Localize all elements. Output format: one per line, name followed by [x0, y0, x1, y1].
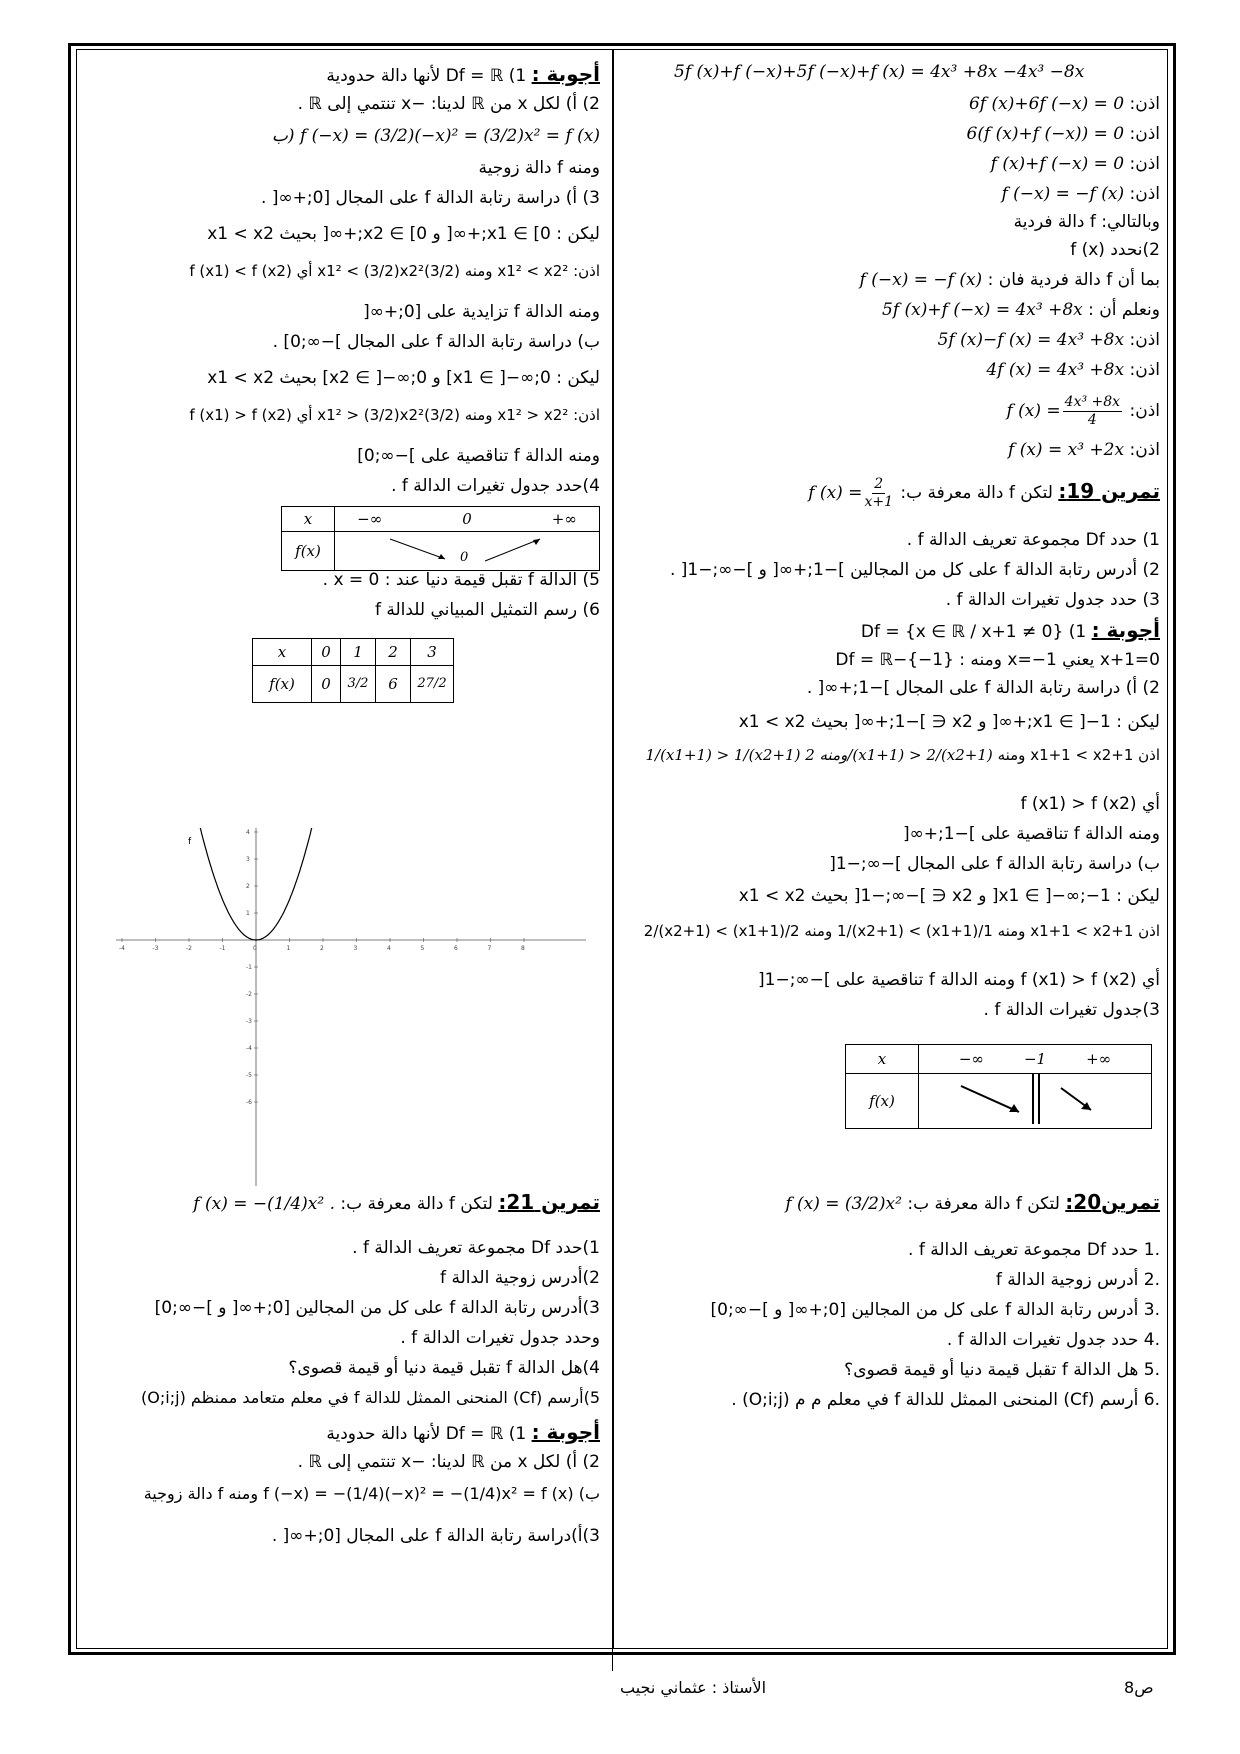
question-line: .1 حدد Df مجموعة تعريف الدالة f .: [908, 1240, 1160, 1260]
text-line: 3)جدول تغيرات الدالة f .: [983, 1000, 1160, 1020]
text-line: وبالتالي: f دالة فردية: [1013, 212, 1160, 232]
text-line: ومنه الدالة f تزايدية على [0;+∞[: [363, 302, 600, 322]
column-divider: [612, 49, 614, 1649]
equation-line: بما أن f دالة فردية فان : f (−x) = −f (x): [859, 270, 1160, 290]
question-line: .5 هل الدالة f تقبل قيمة دنيا أو قيمة قصوى؟: [844, 1360, 1160, 1380]
column-divider-tail: [612, 1649, 613, 1671]
text-line: 2)نحدد f (x): [1070, 240, 1160, 260]
f-value: 3/2: [341, 666, 376, 703]
text-line: اذن x1+1 < x2+1 ومنه 1/(x1+1) > 1/(x2+1) ومنه 2/(x1+1) > 2/(x2+1): [645, 746, 1160, 764]
vt-header-fx: f(x): [846, 1074, 919, 1129]
x-tick-label: -4: [119, 945, 125, 952]
x-value: 1: [341, 639, 376, 666]
y-tick-label: 4: [246, 829, 250, 836]
text-line: اذن: x1² > x2² ومنه (3/2)x1² > (3/2)x2² أي f (x1) > f (x2): [189, 406, 600, 424]
vt-header-fx: f(x): [282, 532, 335, 571]
question-line: 5)أرسم (Cf) المنحنى الممثل للدالة f في معلم متعامد ممنظم (O;i;j): [141, 1388, 600, 1407]
x-value: 0: [312, 639, 341, 666]
question-line: 3)أدرس رتابة الدالة f على كل من المجالين [0;+∞[ و ]−∞;0]: [154, 1298, 600, 1318]
f-value: 6: [376, 666, 411, 703]
exercise-21-statement: تمرين 21: لتكن f دالة معرفة ب: f (x) = −(1/4)x² .: [193, 1190, 600, 1214]
text-line: 2) أ) لكل x من ℝ لدينا: −x تنتمي إلى ℝ .: [297, 94, 600, 114]
text-line: ومنه الدالة f تناقصية على ]−∞;0]: [357, 446, 600, 466]
author-name: الأستاذ : عثماني نجيب: [620, 1678, 767, 1697]
y-tick-label: -3: [246, 1018, 252, 1025]
question-line: .6 أرسم (Cf) المنحنى الممثل للدالة f في معلم م م (O;i;j) .: [731, 1390, 1160, 1410]
text-line: 2) أ) دراسة رتابة الدالة f على المجال ]−1;+∞[ .: [806, 678, 1160, 698]
f-value: 27/2: [411, 666, 454, 703]
y-tick-label: 2: [246, 883, 250, 890]
question-line: 3) حدد جدول تغيرات الدالة f .: [945, 590, 1160, 610]
text-line: ومنه الدالة f تناقصية على ]−1;+∞[: [903, 824, 1160, 844]
equation-line: اذن: 4f (x) = 4x³ +8x: [986, 360, 1160, 380]
vt-arrows: [335, 532, 600, 571]
decreasing-arrows: [921, 1074, 1151, 1124]
text-line: ليكن : x1 ∈ ]−∞;−1[ و x2 ∈ ]−∞;−1[ بحيث x1 < x2: [738, 886, 1160, 906]
x-value: 2: [376, 639, 411, 666]
text-line: 4)حدد جدول تغيرات الدالة f .: [391, 476, 600, 496]
text-line: ليكن : x1 ∈ ]−1;+∞[ و x2 ∈ ]−1;+∞[ بحيث x1 < x2: [738, 712, 1160, 732]
vt-x-values: −∞ −1 +∞: [919, 1045, 1152, 1074]
x-tick-label: 2: [320, 945, 324, 952]
x-tick-label: 6: [454, 945, 458, 952]
equation-line: ب) f (−x) = (3/2)(−x)² = (3/2)x² = f (x): [271, 126, 600, 146]
f-value: 0: [312, 666, 341, 703]
x-tick-label: 0: [253, 945, 257, 952]
question-line: وحدد جدول تغيرات الدالة f .: [400, 1328, 600, 1348]
x-tick-label: 8: [521, 945, 525, 952]
equation-line: اذن: 6f (x)+6f (−x) = 0: [968, 94, 1160, 114]
question-line: 1)حدد Df مجموعة تعريف الدالة f .: [352, 1238, 600, 1258]
question-line: 2)أدرس زوجية الدالة f: [440, 1268, 600, 1288]
equation-line: اذن: f (x) = $\frac{\text{4x³ +8x}}{4}$: [1006, 394, 1160, 428]
x-tick-label: -1: [219, 945, 226, 952]
y-tick-label: -5: [246, 1072, 252, 1079]
text-line: 6) رسم التمثيل المبياني للدالة f: [374, 600, 600, 620]
vt-header-x: x: [846, 1045, 919, 1074]
vt-x-values: −∞ 0 +∞: [335, 507, 600, 532]
x-tick-label: 1: [286, 945, 291, 952]
text-line: أي f (x1) > f (x2): [1020, 794, 1160, 814]
question-line: .4 حدد جدول تغيرات الدالة f .: [946, 1330, 1160, 1350]
equation-line: اذن: 6(f (x)+f (−x)) = 0: [966, 124, 1160, 144]
variation-table-19: [845, 1044, 1152, 1129]
equation-line: ونعلم أن : 5f (x)+f (−x) = 4x³ +8x: [882, 300, 1160, 320]
exercise-20-statement: تمرين20: لتكن f دالة معرفة ب: f (x) = (3/2)x²: [785, 1190, 1160, 1214]
curve-label: f: [188, 837, 192, 847]
x-tick-label: -3: [152, 945, 159, 952]
text-line: ليكن : x1 ∈ [0;+∞[ و x2 ∈ [0;+∞[ بحيث x1 < x2: [207, 224, 600, 244]
text-line: x+1=0 يعني x=−1 ومنه : Df = ℝ−{−1}: [835, 650, 1160, 670]
answer-heading: أجوبة : 1) Df = ℝ لأنها دالة حدودية: [326, 62, 600, 86]
values-table: [252, 638, 454, 703]
y-tick-label: 1: [246, 910, 250, 917]
equation-line: اذن: f (x) = x³ +2x: [1008, 440, 1160, 460]
text-line: أي f (x1) > f (x2) ومنه الدالة f تناقصية على ]−∞;−1[: [758, 970, 1160, 990]
question-line: 2) أدرس رتابة الدالة f على كل من المجالين ]−1;+∞[ و ]−∞;−1[ .: [669, 560, 1160, 580]
equation-line: 5f (x)+f (−x)+5f (−x)+f (x) = 4x³ +8x −4x³ −8x: [674, 62, 1085, 82]
answer-heading: أجوبة : 1) Df = ℝ لأنها دالة حدودية: [326, 1420, 600, 1444]
y-tick-label: -6: [246, 1099, 252, 1106]
question-line: .3 أدرس رتابة الدالة f على كل من المجالين [0;+∞[ و ]−∞;0]: [710, 1300, 1160, 1320]
y-tick-label: -1: [246, 964, 252, 971]
x-value: 3: [411, 639, 454, 666]
question-line: 4)هل الدالة f تقبل قيمة دنيا أو قيمة قصوى؟: [288, 1358, 600, 1378]
x-tick-label: 5: [420, 945, 425, 952]
text-line: ب) دراسة رتابة الدالة f على المجال ]−∞;0] .: [272, 332, 600, 352]
text-line: 3) أ) دراسة رتابة الدالة f على المجال [0;+∞[ .: [261, 188, 600, 208]
text-line: اذن: x1² < x2² ومنه (3/2)x1² < (3/2)x2² أي f (x1) < f (x2): [189, 262, 600, 280]
x-tick-label: 4: [387, 945, 391, 952]
equation-line: اذن: f (x)+f (−x) = 0: [990, 154, 1160, 174]
equation-line: اذن: f (−x) = −f (x): [1001, 184, 1160, 204]
text-line: 3)أ)دراسة رتابة الدالة f على المجال [0;+∞[ .: [271, 1526, 600, 1546]
values-header-fx: f(x): [253, 666, 312, 703]
values-header-x: x: [253, 639, 312, 666]
text-line: 2) أ) لكل x من ℝ لدينا: −x تنتمي إلى ℝ .: [297, 1452, 600, 1472]
exercise-19-statement: تمرين 19: لتكن f دالة معرفة ب: f (x) = $\frac{2}{x+1}$: [808, 476, 1160, 510]
vt-header-x: x: [282, 507, 335, 532]
graph-axes: [116, 828, 586, 1186]
text-line: ب) f (−x) = −(1/4)(−x)² = −(1/4)x² = f (x) ومنه f دالة زوجية: [143, 1484, 600, 1503]
text-line: ب) دراسة رتابة الدالة f على المجال ]−∞;−1[: [829, 854, 1160, 874]
y-tick-label: -4: [246, 1045, 252, 1052]
equation-line: اذن: 5f (x)−f (x) = 4x³ +8x: [937, 330, 1160, 350]
question-line: .2 أدرس زوجية الدالة f: [995, 1270, 1160, 1290]
text-line: اذن x1+1 < x2+1 ومنه 1/(x1+1) > 1/(x2+1) ومنه 2/(x1+1) > 2/(x2+1): [643, 922, 1160, 940]
parabola-graph: [116, 828, 594, 1186]
y-tick-label: 3: [246, 856, 250, 863]
variation-table-20: [281, 506, 600, 571]
vt-arrows: [919, 1074, 1152, 1129]
x-tick-label: 3: [353, 945, 358, 952]
text-line: ليكن : x1 ∈ ]−∞;0] و x2 ∈ ]−∞;0] بحيث x1 < x2: [207, 368, 600, 388]
text-line: ومنه f دالة زوجية: [478, 158, 600, 178]
y-tick-label: -2: [246, 991, 252, 998]
x-tick-label: 7: [487, 945, 492, 952]
vt-min-value: 0: [460, 550, 469, 565]
page-number: ص8: [1124, 1678, 1154, 1697]
answer-heading: أجوبة : 1) Df = {x ∈ ℝ / x+1 ≠ 0}: [860, 618, 1160, 642]
question-line: 1) حدد Df مجموعة تعريف الدالة f .: [906, 530, 1160, 550]
text-line: 5) الدالة f تقبل قيمة دنيا عند : x = 0 .: [322, 570, 600, 590]
x-tick-label: -2: [186, 945, 192, 952]
